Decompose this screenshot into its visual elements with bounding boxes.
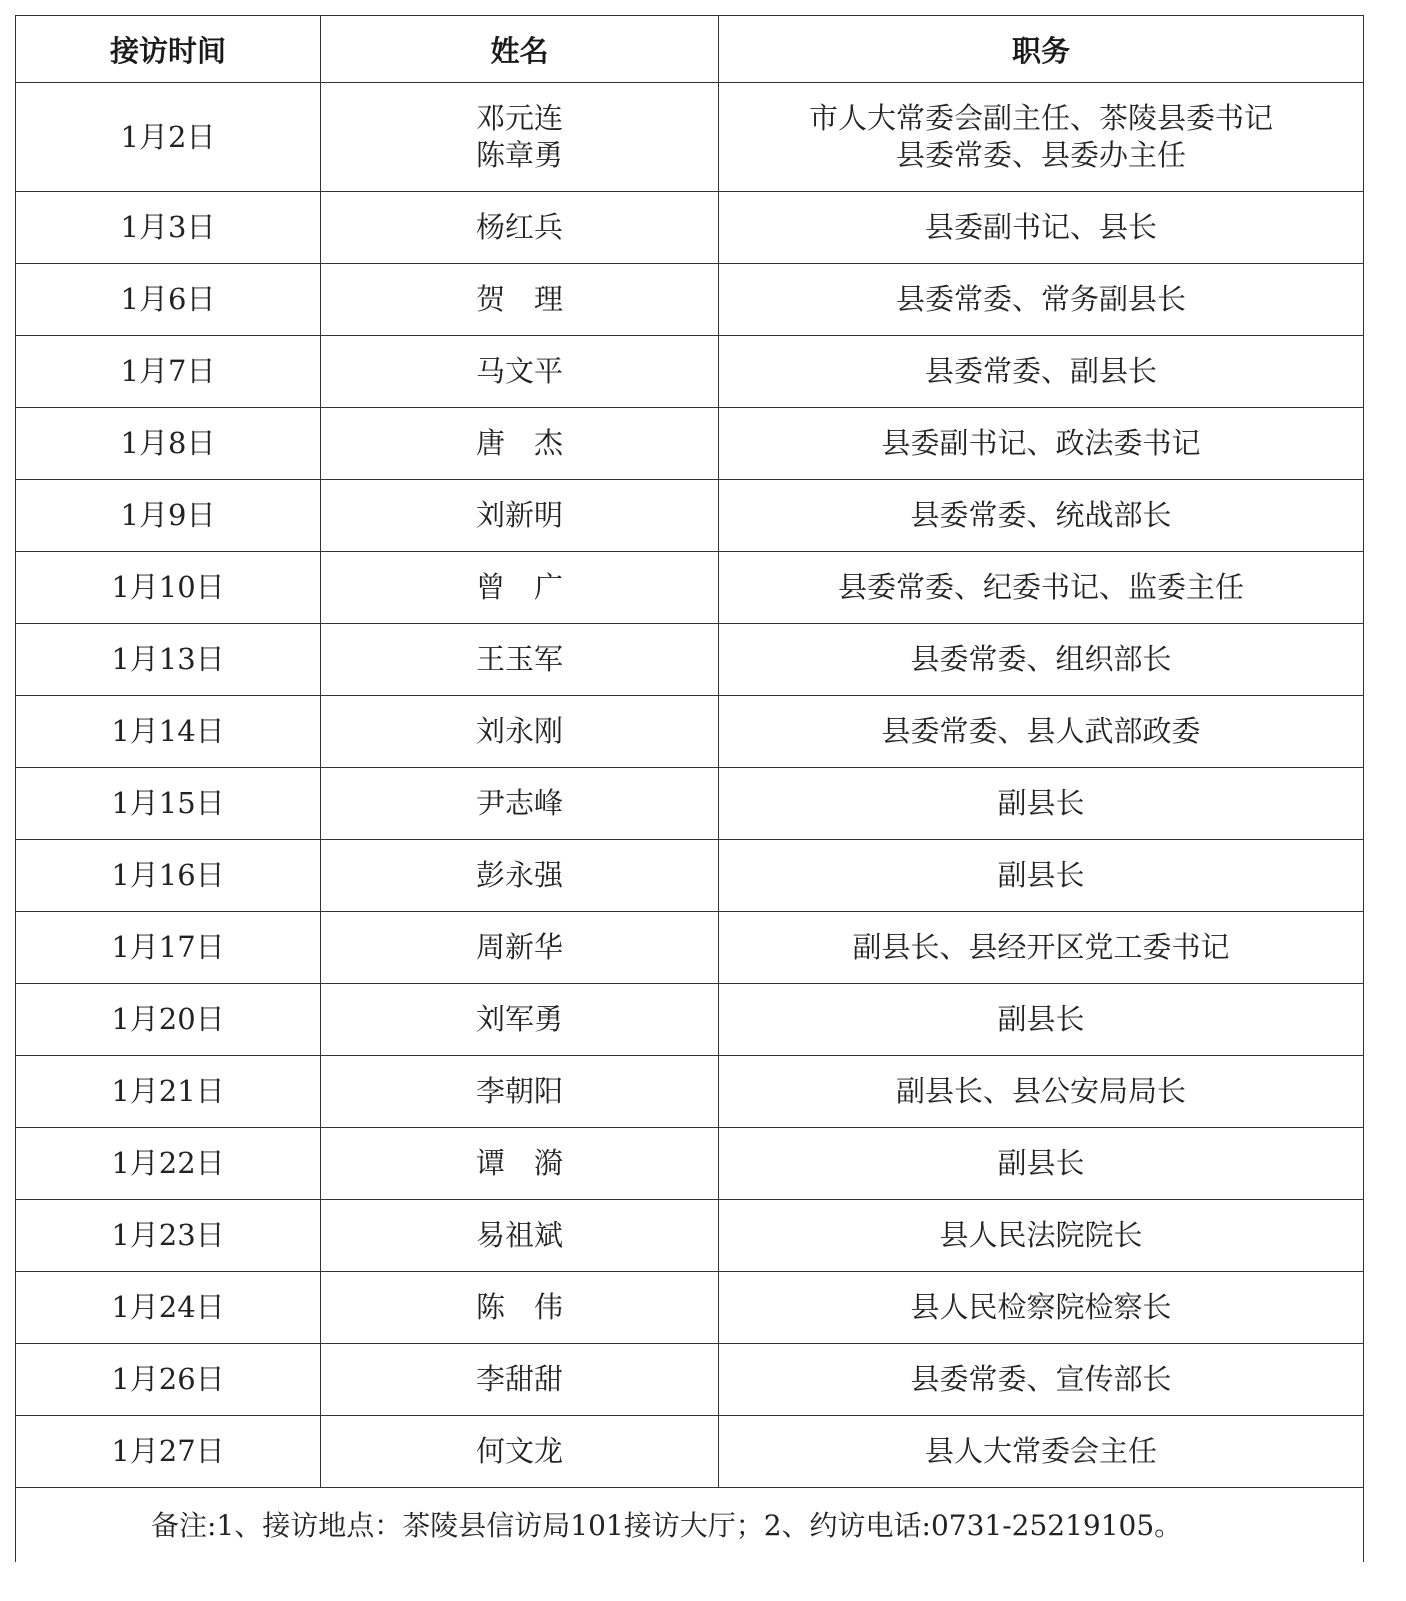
visit-date-cell: 1月16日 — [16, 840, 321, 912]
name-cell — [321, 768, 719, 840]
official-name: 贺 理 — [475, 282, 563, 316]
name-cell — [321, 840, 719, 912]
notes-row — [16, 1488, 1364, 1563]
header-position: 职务 — [719, 16, 1364, 83]
table-row — [16, 984, 1364, 1056]
official-position: 副县长 — [997, 1146, 1085, 1180]
position-cell — [719, 1056, 1364, 1128]
official-name: 李朝阳 — [475, 1074, 563, 1108]
official-name: 杨红兵 — [475, 210, 563, 244]
name-cell — [321, 192, 719, 264]
position-cell — [719, 408, 1364, 480]
table-row — [16, 1272, 1364, 1344]
visit-date-cell: 1月27日 — [16, 1416, 321, 1488]
table-body — [16, 83, 1364, 1488]
position-cell — [719, 624, 1364, 696]
position-cell — [719, 480, 1364, 552]
official-position: 县委副书记、政法委书记 — [881, 426, 1201, 460]
table-row — [16, 336, 1364, 408]
name-cell — [321, 1272, 719, 1344]
official-position: 县委常委、副县长 — [924, 354, 1157, 388]
official-name: 刘军勇 — [475, 1002, 563, 1036]
position-cell — [719, 912, 1364, 984]
table-row — [16, 1128, 1364, 1200]
visit-date-cell: 1月14日 — [16, 696, 321, 768]
official-name: 李甜甜 — [475, 1362, 563, 1396]
position-cell — [719, 1200, 1364, 1272]
table-row — [16, 840, 1364, 912]
name-cell — [321, 1200, 719, 1272]
official-name: 唐 杰 — [475, 426, 563, 460]
official-name: 马文平 — [475, 354, 563, 388]
table-row — [16, 624, 1364, 696]
table-row — [16, 192, 1364, 264]
position-cell — [719, 552, 1364, 624]
official-position: 县人大常委会主任 — [924, 1434, 1157, 1468]
official-position: 县人民法院院长 — [939, 1218, 1143, 1252]
visit-date-cell: 1月20日 — [16, 984, 321, 1056]
official-name: 邓元连 — [475, 101, 563, 135]
official-name: 陈 伟 — [475, 1290, 563, 1324]
visit-date-cell: 1月17日 — [16, 912, 321, 984]
visit-date-cell: 1月10日 — [16, 552, 321, 624]
position-cell — [719, 1344, 1364, 1416]
official-name: 尹志峰 — [475, 786, 563, 820]
name-cell — [321, 264, 719, 336]
visit-date-cell: 1月13日 — [16, 624, 321, 696]
name-cell — [321, 408, 719, 480]
visit-date-cell: 1月7日 — [16, 336, 321, 408]
position-cell — [719, 192, 1364, 264]
position-cell — [719, 1128, 1364, 1200]
official-position: 市人大常委会副主任、茶陵县委书记 — [808, 101, 1273, 135]
table-row — [16, 912, 1364, 984]
header-name: 姓名 — [321, 16, 719, 83]
official-position: 副县长 — [997, 786, 1085, 820]
name-cell — [321, 1056, 719, 1128]
position-cell — [719, 984, 1364, 1056]
table-row — [16, 480, 1364, 552]
table-row — [16, 768, 1364, 840]
official-position: 县人民检察院检察长 — [910, 1290, 1172, 1324]
visit-date-cell: 1月2日 — [16, 83, 321, 192]
name-cell — [321, 1344, 719, 1416]
position-cell — [719, 696, 1364, 768]
table-row — [16, 696, 1364, 768]
official-position: 县委常委、县委办主任 — [895, 138, 1186, 172]
position-cell — [719, 1416, 1364, 1488]
position-cell — [719, 336, 1364, 408]
visit-date-cell: 1月9日 — [16, 480, 321, 552]
visit-date-cell: 1月3日 — [16, 192, 321, 264]
official-position: 县委常委、常务副县长 — [895, 282, 1186, 316]
official-name: 刘新明 — [475, 498, 563, 532]
visit-date-cell: 1月23日 — [16, 1200, 321, 1272]
official-position: 县委常委、纪委书记、监委主任 — [837, 570, 1244, 604]
official-name: 刘永刚 — [475, 714, 563, 748]
visit-date-cell: 1月6日 — [16, 264, 321, 336]
official-position: 县委副书记、县长 — [924, 210, 1157, 244]
position-cell — [719, 83, 1364, 192]
position-cell — [719, 1272, 1364, 1344]
table-row — [16, 264, 1364, 336]
visit-date-cell: 1月8日 — [16, 408, 321, 480]
official-name: 周新华 — [475, 930, 563, 964]
name-cell — [321, 624, 719, 696]
table-row — [16, 1344, 1364, 1416]
position-cell — [719, 768, 1364, 840]
official-position: 副县长 — [997, 858, 1085, 892]
position-cell — [719, 264, 1364, 336]
table-header-row — [16, 16, 1364, 83]
visit-date-cell: 1月22日 — [16, 1128, 321, 1200]
name-cell — [321, 912, 719, 984]
table-row — [16, 1416, 1364, 1488]
official-position: 副县长、县经开区党工委书记 — [852, 930, 1230, 964]
official-position: 副县长 — [997, 1002, 1085, 1036]
name-cell — [321, 83, 719, 192]
official-position: 县委常委、统战部长 — [910, 498, 1172, 532]
table-row — [16, 1200, 1364, 1272]
name-cell — [321, 1416, 719, 1488]
official-position: 副县长、县公安局局长 — [895, 1074, 1186, 1108]
official-name: 陈章勇 — [475, 138, 563, 172]
table-row — [16, 552, 1364, 624]
name-cell — [321, 984, 719, 1056]
notes-text: 备注:1、接访地点：茶陵县信访局101接访大厅；2、约访电话:0731-25219105。 — [16, 1488, 1364, 1563]
name-cell — [321, 336, 719, 408]
visit-schedule-table — [15, 15, 1364, 1562]
official-name: 何文龙 — [475, 1434, 563, 1468]
official-name: 曾 广 — [475, 570, 563, 604]
table-row — [16, 83, 1364, 192]
table-row — [16, 1056, 1364, 1128]
name-cell — [321, 1128, 719, 1200]
visit-date-cell: 1月24日 — [16, 1272, 321, 1344]
name-cell — [321, 480, 719, 552]
name-cell — [321, 552, 719, 624]
position-cell — [719, 840, 1364, 912]
header-visit-date: 接访时间 — [16, 16, 321, 83]
official-name: 谭 漪 — [475, 1146, 563, 1180]
official-name: 彭永强 — [475, 858, 563, 892]
visit-date-cell: 1月26日 — [16, 1344, 321, 1416]
official-position: 县委常委、组织部长 — [910, 642, 1172, 676]
official-name: 王玉军 — [475, 642, 563, 676]
official-position: 县委常委、县人武部政委 — [881, 714, 1201, 748]
name-cell — [321, 696, 719, 768]
visit-date-cell: 1月21日 — [16, 1056, 321, 1128]
official-name: 易祖斌 — [475, 1218, 563, 1252]
table-row — [16, 408, 1364, 480]
official-position: 县委常委、宣传部长 — [910, 1362, 1172, 1396]
visit-date-cell: 1月15日 — [16, 768, 321, 840]
